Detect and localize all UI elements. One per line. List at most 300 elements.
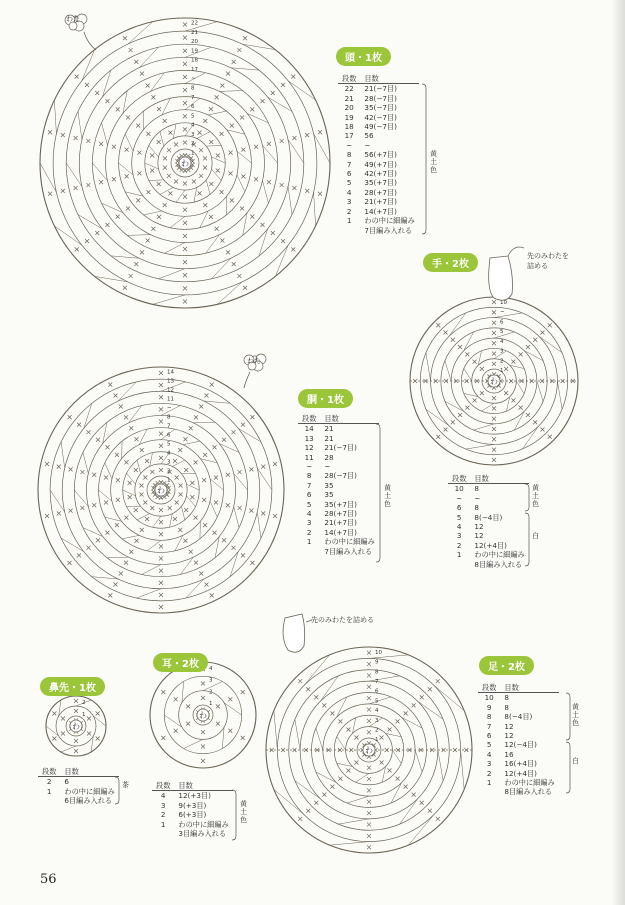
row-number-cell: 1	[346, 216, 352, 226]
stitch-count-cell: 16	[504, 749, 514, 759]
magic-ring-label: わ	[157, 486, 165, 495]
row-number-label: 1	[500, 368, 504, 375]
stitch-x-icon	[146, 83, 150, 87]
increase-line	[160, 187, 173, 194]
row-number-label: 9	[375, 659, 379, 666]
stitch-x-icon	[108, 383, 112, 387]
stitch-x-icon	[61, 732, 65, 736]
table-row	[152, 820, 233, 829]
stitch-x-icon	[226, 250, 230, 254]
stitch-x-icon	[367, 719, 371, 723]
table-row	[152, 791, 233, 801]
row-number-label: 13	[167, 378, 174, 385]
stitch-x-icon	[215, 95, 219, 99]
increase-line	[449, 313, 466, 336]
row-number-label: 4	[209, 665, 213, 672]
hand-color-note-2: 白	[532, 532, 539, 540]
stitch-x-icon	[137, 171, 141, 175]
stitch-x-icon	[230, 198, 234, 202]
table-row	[298, 509, 379, 518]
row-number-label: 8	[167, 414, 171, 421]
increase-line	[186, 484, 199, 490]
stitch-x-icon	[163, 119, 167, 123]
stitch-x-icon	[86, 183, 90, 187]
stitch-x-icon	[159, 420, 163, 424]
foot-piece-icon	[283, 614, 305, 652]
stitch-count-cell: 12	[474, 522, 484, 532]
stitch-x-icon	[281, 239, 285, 243]
table-row	[448, 513, 529, 522]
hand-note-1: 先のみわたを	[527, 252, 569, 260]
stitch-x-icon	[135, 437, 139, 441]
stitch-x-icon	[273, 514, 277, 518]
stitch-x-icon	[77, 423, 81, 427]
row-number-cell: 1	[160, 819, 166, 829]
table-row	[478, 712, 559, 721]
stitch-x-icon	[261, 99, 265, 103]
increase-line	[127, 235, 150, 236]
row-number-cell	[338, 226, 360, 235]
table-row	[478, 693, 559, 703]
header-stitches-col: 目数	[60, 767, 118, 777]
stitch-x-icon	[220, 132, 224, 136]
row-number-cell: 1	[306, 537, 312, 547]
stitch-count-cell: 28(−7目)	[364, 93, 397, 103]
stitch-x-icon	[77, 553, 81, 557]
stitch-x-icon	[161, 736, 165, 740]
table-header-row	[338, 74, 419, 84]
stitch-x-icon	[115, 453, 119, 457]
stitch-x-icon	[451, 420, 455, 424]
stitch-x-icon	[96, 737, 100, 741]
stitch-x-icon	[271, 91, 275, 95]
stitch-x-icon	[161, 690, 165, 694]
stitch-count-cell: 6(+3目)	[178, 810, 207, 820]
stitch-x-icon	[124, 460, 128, 464]
stitch-x-icon	[243, 36, 247, 40]
stitch-x-icon	[291, 247, 295, 251]
stitch-x-icon	[74, 699, 78, 703]
stitch-x-icon	[226, 72, 230, 76]
stitch-x-icon	[151, 227, 155, 231]
row-number-label: 7	[191, 94, 195, 101]
stitch-x-icon	[163, 203, 167, 207]
stitch-count-cell: わの中に細編み	[178, 819, 229, 829]
magic-ring-label: わ	[365, 746, 373, 755]
stitch-x-icon	[519, 406, 523, 410]
increase-line	[257, 512, 261, 538]
stitch-x-icon	[204, 394, 208, 398]
stitch-x-icon	[145, 459, 149, 463]
stitch-x-icon	[533, 420, 537, 424]
head-bracket	[422, 84, 426, 234]
row-number-cell: 3	[160, 800, 166, 810]
stitch-count-cell: 35	[324, 490, 334, 500]
row-number-cell: 6	[346, 169, 352, 179]
row-number-label: ~	[167, 405, 172, 412]
stitch-x-icon	[123, 36, 127, 40]
stitch-x-icon	[143, 501, 147, 505]
stitch-count-cell: 28(−7目)	[324, 471, 357, 481]
stitch-x-icon	[183, 208, 187, 212]
row-number-label: 3	[500, 348, 504, 355]
increase-line	[107, 557, 129, 558]
stitch-x-icon	[105, 531, 109, 535]
stitch-x-icon	[306, 687, 310, 691]
row-number-cell: 7	[306, 480, 312, 490]
table-row	[298, 471, 379, 480]
increase-line	[211, 157, 225, 163]
stitch-x-icon	[74, 136, 78, 140]
stitch-x-icon	[146, 190, 150, 194]
foot-row-table	[478, 683, 559, 797]
stitch-x-icon	[140, 448, 144, 452]
increase-line	[408, 815, 433, 845]
increase-line	[237, 151, 251, 163]
stitch-x-icon	[183, 221, 187, 225]
stitch-x-icon	[492, 417, 496, 421]
increase-line	[445, 401, 464, 411]
table-row	[298, 434, 379, 443]
stitch-x-icon	[241, 423, 245, 427]
stitch-x-icon	[214, 501, 218, 505]
stitch-x-icon	[183, 182, 187, 186]
row-number-label: 2	[191, 141, 195, 148]
increase-line	[263, 181, 269, 203]
stitch-x-icon	[194, 516, 198, 520]
table-row	[298, 462, 379, 471]
stitch-x-icon	[184, 508, 188, 512]
stitch-x-icon	[85, 83, 89, 87]
stitch-x-icon	[57, 465, 61, 469]
row-number-label: 6	[191, 104, 195, 111]
increase-line	[136, 589, 161, 598]
stitch-count-cell: 21(+7目)	[324, 518, 357, 528]
stitch-x-icon	[451, 338, 455, 342]
stitch-x-icon	[330, 711, 334, 715]
stitch-x-icon	[492, 321, 496, 325]
increase-line	[219, 91, 242, 92]
increase-line	[159, 269, 185, 279]
stitch-x-icon	[298, 817, 302, 821]
increase-line	[434, 685, 464, 710]
table-row	[478, 722, 559, 731]
stitch-x-icon	[105, 445, 109, 449]
stitch-x-icon	[428, 687, 432, 691]
stitch-x-icon	[68, 561, 72, 565]
stitch-x-icon	[163, 166, 167, 170]
row-number-cell: 4	[160, 791, 166, 801]
row-number-cell: 4	[486, 749, 492, 759]
row-number-cell: 1	[456, 550, 462, 560]
stitch-count-cell: わの中に細編み	[474, 550, 525, 560]
stitch-x-icon	[48, 130, 52, 134]
stitch-x-icon	[367, 777, 371, 781]
increase-line	[369, 676, 400, 681]
stitch-x-icon	[203, 453, 207, 457]
stitch-x-icon	[146, 239, 150, 243]
stitch-x-icon	[74, 186, 78, 190]
stitch-x-icon	[96, 538, 100, 542]
stitch-count-cell: 12	[504, 721, 514, 731]
table-row	[152, 829, 233, 838]
stitch-x-icon	[213, 531, 217, 535]
increase-line	[330, 842, 369, 846]
increase-line	[208, 111, 226, 115]
header-stitches-col: 目数	[320, 414, 378, 424]
stitch-x-icon	[367, 823, 371, 827]
increase-line	[316, 772, 337, 783]
increase-line	[438, 750, 443, 781]
stitch-x-icon	[267, 142, 271, 146]
stitch-count-cell: わの中に細編み	[64, 786, 115, 796]
stitch-x-icon	[492, 352, 496, 356]
increase-line	[54, 100, 56, 134]
increase-line	[211, 169, 221, 180]
stitch-x-icon	[305, 189, 309, 193]
hand-piece-icon	[489, 256, 513, 300]
stitch-count-cell: 35(−7目)	[364, 103, 397, 113]
row-number-label: 19	[191, 48, 198, 55]
table-header-row	[448, 474, 529, 484]
row-number-cell: 21	[344, 93, 354, 103]
stitch-x-icon	[86, 139, 90, 143]
row-number-cell: 2	[160, 810, 166, 820]
stitch-x-icon	[186, 704, 190, 708]
stitch-x-icon	[318, 130, 322, 134]
stitch-x-icon	[159, 520, 163, 524]
stitch-x-icon	[492, 427, 496, 431]
header-stitches-col: 目数	[500, 683, 558, 693]
stitch-count-cell: 8	[474, 484, 479, 494]
increase-line	[203, 682, 222, 691]
stitch-x-icon	[249, 509, 253, 513]
row-number-cell: 2	[486, 768, 492, 778]
stitch-x-icon	[458, 413, 462, 417]
stitch-x-icon	[179, 484, 183, 488]
row-number-label: 3	[191, 131, 195, 138]
stitch-count-cell: 42(+7目)	[364, 169, 397, 179]
increase-line	[418, 701, 443, 719]
table-row	[338, 207, 419, 216]
stitch-x-icon	[114, 394, 118, 398]
stitch-x-icon	[95, 231, 99, 235]
increase-line	[149, 180, 164, 181]
stitch-x-icon	[249, 467, 253, 471]
stitch-x-icon	[116, 498, 120, 502]
stitch-x-icon	[134, 262, 138, 266]
row-number-cell: 3	[346, 197, 352, 207]
stitch-x-icon	[61, 133, 65, 137]
increase-line	[222, 727, 224, 748]
header-rows-col: 段数	[448, 474, 470, 484]
table-row	[298, 537, 379, 546]
stitch-x-icon	[124, 415, 128, 419]
increase-line	[173, 124, 176, 139]
increase-line	[274, 711, 278, 750]
stitch-x-icon	[159, 444, 163, 448]
stitch-x-icon	[420, 695, 424, 699]
hand-title-badge: 手・2枚	[423, 253, 478, 272]
stitch-x-icon	[145, 517, 149, 521]
row-number-cell: 3	[486, 759, 492, 769]
stitch-x-icon	[174, 697, 178, 701]
increase-line	[185, 22, 217, 31]
table-row	[478, 740, 559, 749]
stitch-x-icon	[123, 286, 127, 290]
stitch-x-icon	[199, 174, 203, 178]
header-rows-col: 段数	[298, 414, 320, 424]
stitch-x-icon	[492, 396, 496, 400]
stitch-x-icon	[143, 475, 147, 479]
stitch-x-icon	[198, 191, 202, 195]
stitch-x-icon	[480, 367, 484, 371]
row-number-label: 2	[500, 358, 504, 365]
increase-line	[184, 739, 203, 748]
stitch-x-icon	[306, 809, 310, 813]
stitch-x-icon	[492, 341, 496, 345]
stitch-x-icon	[492, 362, 496, 366]
row-number-cell: 17	[344, 131, 354, 141]
row-number-cell: 8	[306, 471, 312, 481]
table-row	[338, 216, 419, 225]
stitch-x-icon	[201, 759, 205, 763]
stitch-x-icon	[480, 391, 484, 395]
row-number-label: 4	[191, 122, 195, 129]
head-color-note: 黄土色	[430, 150, 437, 174]
foot-note: 先のみわたを詰める	[311, 616, 374, 624]
table-row	[338, 141, 419, 150]
stitch-x-icon	[367, 845, 371, 849]
stitch-x-icon	[436, 323, 440, 327]
stitch-x-icon	[367, 708, 371, 712]
stitch-x-icon	[367, 766, 371, 770]
stitch-x-icon	[254, 145, 258, 149]
stitch-x-icon	[167, 148, 171, 152]
stitch-x-icon	[436, 817, 440, 821]
stitch-x-icon	[380, 761, 384, 765]
stitch-x-icon	[140, 528, 144, 532]
increase-line	[186, 579, 204, 598]
header-rows-col: 段数	[338, 74, 360, 84]
increase-line	[149, 146, 159, 157]
table-row	[298, 500, 379, 509]
stitch-x-icon	[241, 174, 245, 178]
increase-line	[494, 332, 514, 338]
row-number-cell: 7	[346, 159, 352, 169]
header-stitches-col: 目数	[470, 474, 528, 484]
increase-line	[295, 719, 300, 750]
increase-line	[316, 728, 323, 750]
stitch-x-icon	[436, 435, 440, 439]
stitch-x-icon	[232, 60, 236, 64]
row-number-label: 22	[191, 20, 198, 27]
magic-ring-label: わ	[181, 159, 189, 168]
table-row	[448, 560, 529, 569]
stitch-x-icon	[231, 546, 235, 550]
row-number-label: 21	[191, 29, 198, 36]
row-number-cell: 6	[456, 503, 462, 513]
increase-line	[144, 211, 162, 215]
stitch-x-icon	[173, 459, 177, 463]
stitch-count-cell: 8目編み入れる	[474, 559, 523, 569]
stitch-x-icon	[354, 735, 358, 739]
stitch-x-icon	[201, 682, 205, 686]
row-number-cell: 7	[486, 721, 492, 731]
increase-line	[391, 783, 402, 804]
stitch-x-icon	[183, 23, 187, 27]
stitch-x-icon	[215, 227, 219, 231]
increase-line	[102, 123, 108, 145]
table-row	[448, 522, 529, 531]
stitch-x-icon	[367, 673, 371, 677]
stitch-x-icon	[240, 206, 244, 210]
increase-line	[118, 382, 136, 401]
stitch-x-icon	[465, 352, 469, 356]
increase-line	[119, 163, 133, 175]
stitch-x-icon	[174, 142, 178, 146]
stitch-x-icon	[129, 426, 133, 430]
stitch-x-icon	[45, 514, 49, 518]
increase-line	[61, 442, 65, 468]
body-arrow-icon	[244, 372, 250, 388]
stitch-count-cell: 35	[324, 480, 334, 490]
nose-title-badge: 鼻先・1枚	[40, 677, 105, 696]
stitch-count-cell: ~	[364, 140, 371, 150]
row-number-label: 7	[167, 423, 171, 430]
row-number-cell: 4	[456, 522, 462, 532]
increase-line	[494, 313, 522, 318]
stitch-x-icon	[114, 582, 118, 586]
table-row	[38, 777, 119, 787]
stitch-x-icon	[146, 132, 150, 136]
hand-diagram	[410, 297, 578, 465]
ear-row-table	[152, 781, 233, 838]
stitch-count-cell: 42(−7目)	[364, 112, 397, 122]
stitch-x-icon	[292, 136, 296, 140]
row-number-label: 5	[191, 113, 195, 120]
stitch-x-icon	[178, 448, 182, 452]
stitch-x-icon	[151, 95, 155, 99]
row-number-label: 14	[167, 369, 174, 376]
stitch-x-icon	[126, 206, 130, 210]
table-row	[338, 160, 419, 169]
row-number-cell: 3	[306, 518, 312, 528]
stitch-x-icon	[388, 727, 392, 731]
increase-line	[182, 682, 184, 703]
increase-line	[402, 717, 423, 728]
row-number-label: 8	[375, 669, 379, 676]
table-row	[478, 778, 559, 787]
stitch-x-icon	[194, 460, 198, 464]
increase-line	[314, 192, 316, 226]
row-number-label: 1	[209, 701, 213, 708]
stitch-x-icon	[183, 260, 187, 264]
table-row	[38, 787, 119, 796]
stitch-x-icon	[199, 148, 203, 152]
stitch-x-icon	[179, 492, 183, 496]
stitch-x-icon	[216, 722, 220, 726]
stitch-count-cell: わの中に細編み	[504, 778, 555, 788]
stitch-x-icon	[526, 345, 530, 349]
stitch-count-cell: 7目編み入れる	[364, 225, 413, 235]
stitch-x-icon	[190, 481, 194, 485]
stitch-x-icon	[183, 88, 187, 92]
header-rows-col: 段数	[478, 683, 500, 693]
stitch-x-icon	[57, 511, 61, 515]
ear-diagram	[150, 662, 256, 768]
stitch-x-icon	[473, 398, 477, 402]
